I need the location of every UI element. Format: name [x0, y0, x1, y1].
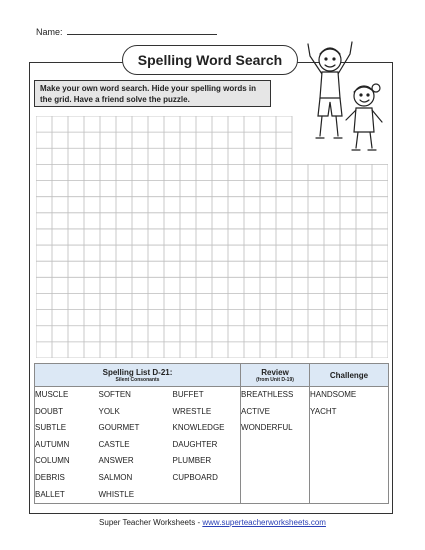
name-line[interactable] [67, 26, 217, 35]
list-item: DOUBT [35, 406, 63, 416]
list-item: GOURMET [98, 423, 140, 433]
list-item: YOLK [98, 406, 120, 416]
worksheet-title: Spelling Word Search [122, 45, 298, 75]
challenge-title: Challenge [329, 370, 369, 380]
list-item: BREATHLESS [241, 390, 294, 399]
list-item: WRESTLE [172, 406, 212, 416]
list-item: MUSCLE [35, 390, 69, 399]
list-item: BUFFET [172, 390, 204, 399]
list-item: SOFTEN [98, 390, 131, 399]
word-column-1 [35, 387, 99, 504]
list-item: ACTIVE [241, 406, 270, 416]
spelling-word-table [34, 363, 389, 504]
list-item: CUPBOARD [172, 472, 218, 482]
challenge-column [310, 387, 389, 504]
list-item: HANDSOME [310, 390, 357, 399]
list-item: YACHT [310, 406, 337, 416]
footer-link[interactable]: www.superteacherworksheets.com [202, 518, 326, 527]
word-column-3 [173, 387, 241, 504]
list-item: SUBTLE [35, 423, 67, 433]
list-item: BALLET [35, 489, 65, 499]
list-item: ANSWER [98, 456, 134, 466]
footer-text: Super Teacher Worksheets - [99, 518, 203, 527]
list-item: KNOWLEDGE [172, 423, 225, 433]
word-column-2 [99, 387, 173, 504]
list-item: PLUMBER [172, 456, 212, 466]
list-item: DAUGHTER [172, 439, 218, 449]
spelling-list-title: Spelling List D-21: [102, 367, 173, 377]
kids-illustration-icon [300, 36, 392, 154]
challenge-header [310, 364, 389, 387]
name-row [36, 26, 217, 37]
review-column [241, 387, 310, 504]
name-label: Name: [36, 27, 63, 37]
spelling-list-header [35, 364, 241, 387]
spelling-list-subtitle: Silent Consonants [115, 376, 160, 383]
list-item: DEBRIS [35, 472, 65, 482]
list-item: CASTLE [98, 439, 130, 449]
list-item: WHISTLE [98, 489, 135, 499]
footer [0, 518, 425, 527]
review-title: Review [261, 367, 289, 377]
review-subtitle: (from Unit D-19) [256, 376, 294, 383]
list-item: SALMON [98, 472, 133, 482]
list-item: COLUMN [35, 456, 70, 466]
list-item: WONDERFUL [241, 423, 293, 433]
review-header [241, 364, 310, 387]
instructions-box: Make your own word search. Hide your spelling words in the grid. Have a friend solve the puzzle. [34, 80, 271, 107]
list-item: AUTUMN [35, 439, 70, 449]
